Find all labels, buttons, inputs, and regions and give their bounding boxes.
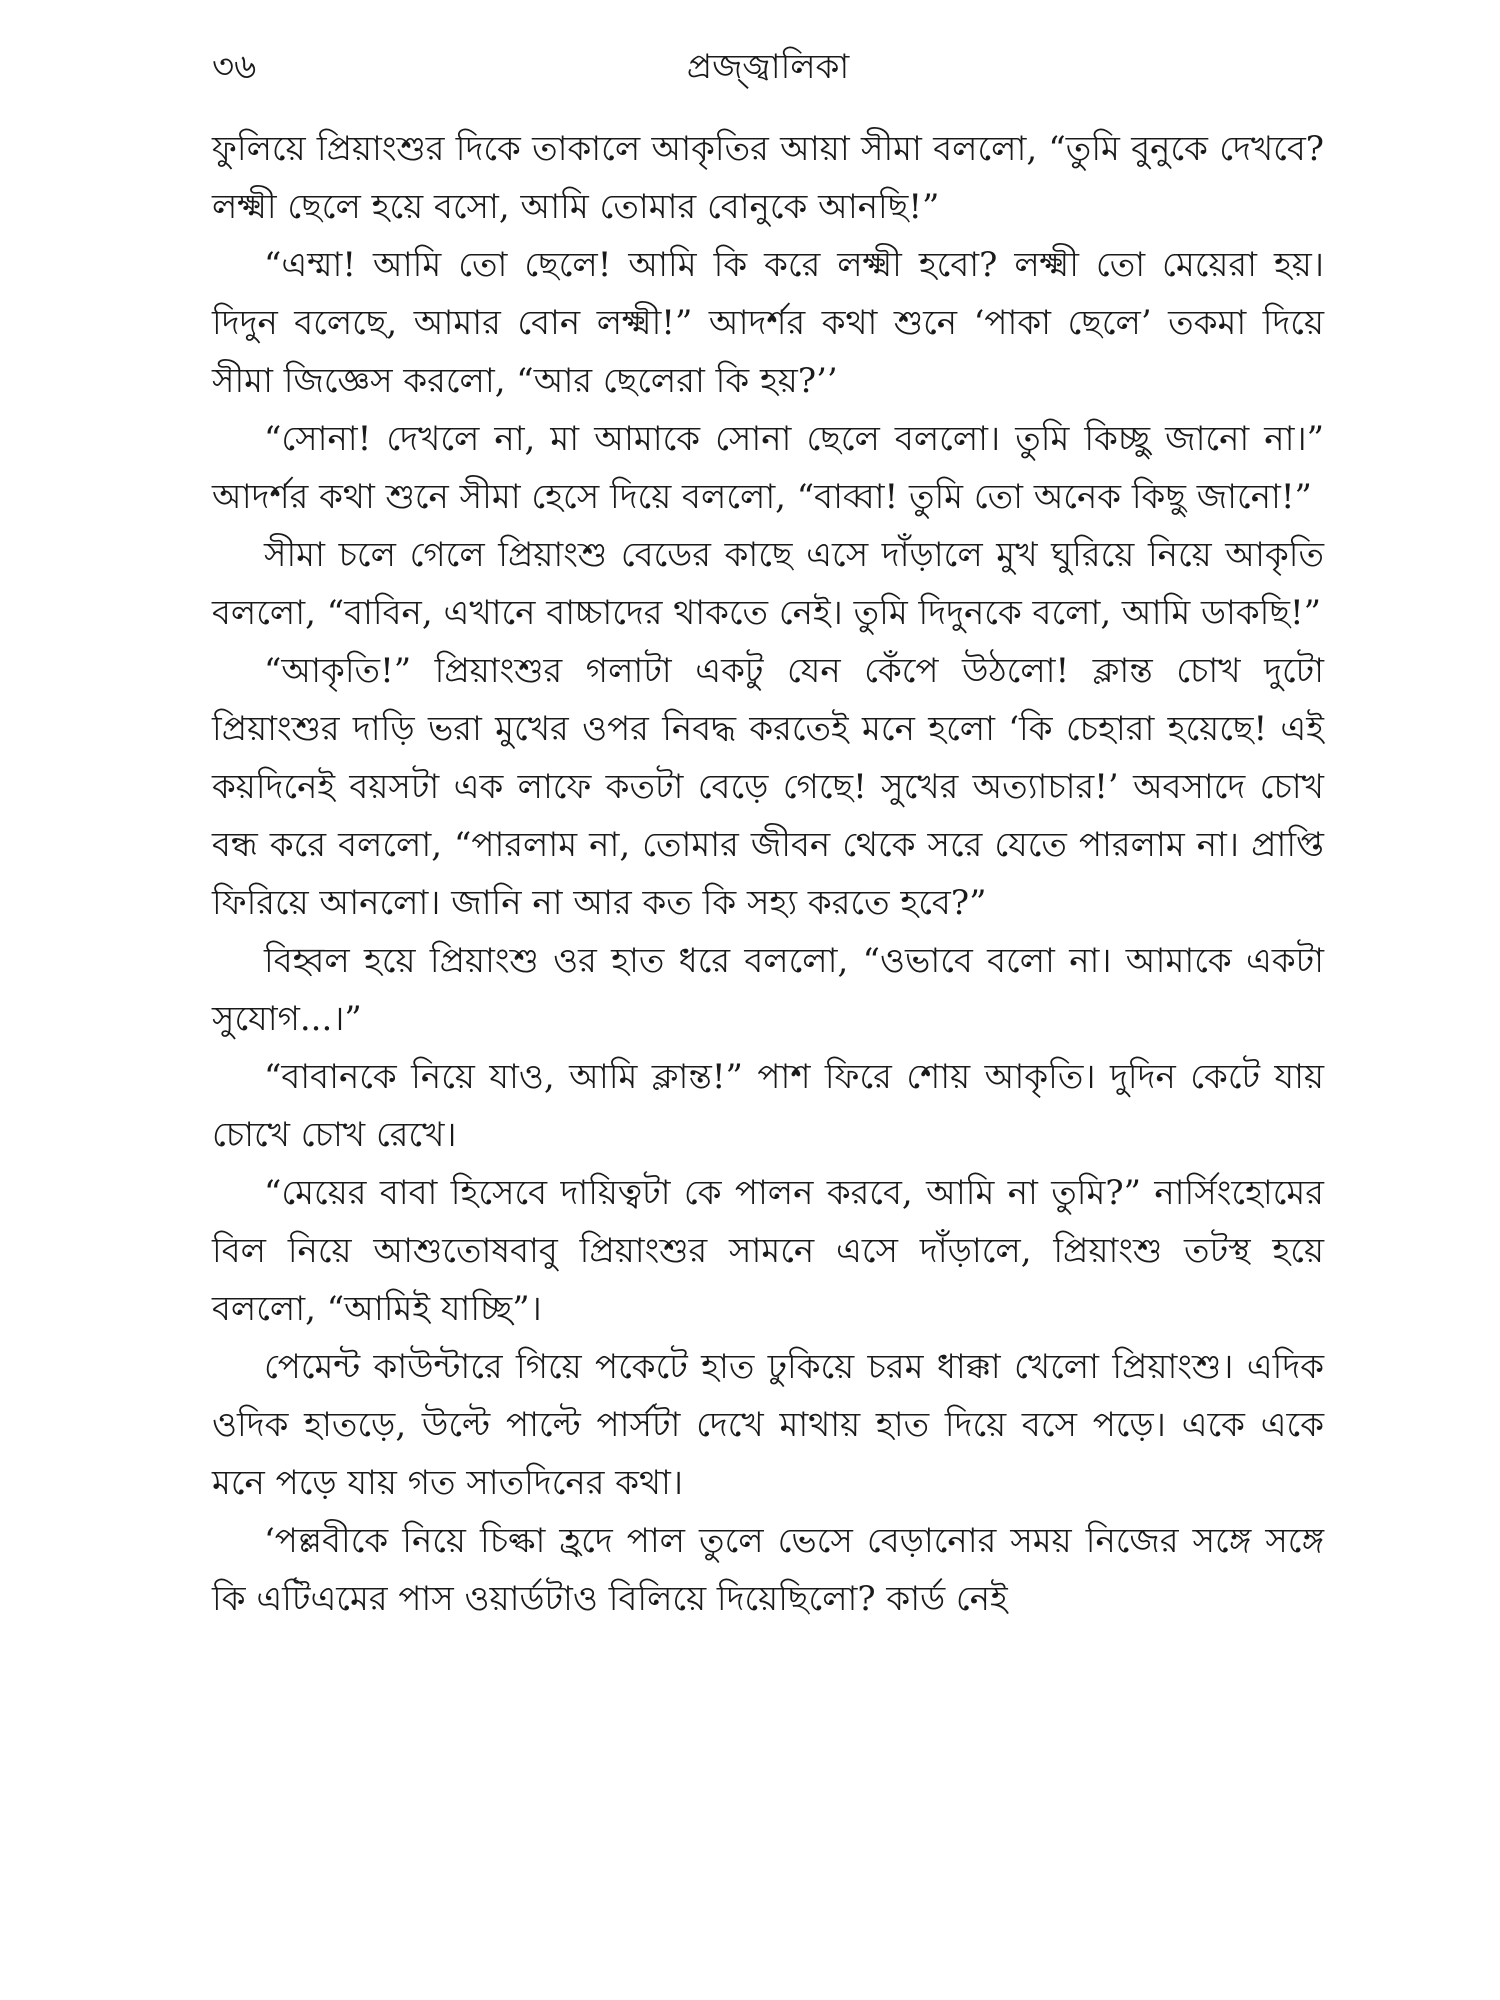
paragraph-continuation: ফুলিয়ে প্রিয়াংশুর দিকে তাকালে আকৃতির আয়া সীমা বললো, “তুমি বুনুকে দেখবে? লক্ষ্মী ছেলে হয়ে বসো, আমি তোমার বোনুকে আনছি!” [212,129,1324,227]
paragraph: বিহ্বল হয়ে প্রিয়াংশু ওর হাত ধরে বললো, “ওভাবে বলো না। আমাকে একটা সুযোগ...।” [212,941,1324,1039]
paragraph: “এম্মা! আমি তো ছেলে! আমি কি করে লক্ষ্মী হবো? লক্ষ্মী তো মেয়েরা হয়। দিদুন বলেছে, আমার বোন লক্ষ্মী!” আদর্শর কথা শুনে ‘পাকা ছেলে’ তকমা দিয়ে সীমা জিজ্ঞেস করলো, “আর ছেলেরা কি হয়?’’ [212,245,1324,401]
body-text [212,120,1324,1628]
paragraph: “মেয়ের বাবা হিসেবে দায়িত্বটা কে পালন করবে, আমি না তুমি?” নার্সিংহোমের বিল নিয়ে আশুতোষবাবু প্রিয়াংশুর সামনে এসে দাঁড়ালে, প্রিয়াংশু তটস্থ হয়ে বললো, “আমিই যাচ্ছি”। [212,1173,1324,1329]
page-number: ৩৬ [212,47,257,87]
book-title: প্রজ্জ্বালিকা [686,47,850,87]
paragraph: “সোনা! দেখলে না, মা আমাকে সোনা ছেলে বললো। তুমি কিচ্ছু জানো না।” আদর্শর কথা শুনে সীমা হেসে দিয়ে বললো, “বাব্বা! তুমি তো অনেক কিছু জানো!” [212,419,1324,517]
paragraph: সীমা চলে গেলে প্রিয়াংশু বেডের কাছে এসে দাঁড়ালে মুখ ঘুরিয়ে নিয়ে আকৃতি বললো, “বাবিন, এখানে বাচ্চাদের থাকতে নেই। তুমি দিদুনকে বলো, আমি ডাকছি!” [212,535,1324,633]
paragraph: ‘পল্লবীকে নিয়ে চিল্কা হ্রদে পাল তুলে ভেসে বেড়ানোর সময় নিজের সঙ্গে সঙ্গে কি এটিএমের পাস ওয়ার্ডটাও বিলিয়ে দিয়েছিলো? কার্ড নেই [212,1521,1324,1619]
paragraph: পেমেন্ট কাউন্টারে গিয়ে পকেটে হাত ঢুকিয়ে চরম ধাক্কা খেলো প্রিয়াংশু। এদিক ওদিক হাতড়ে, উল্টে পাল্টে পার্সটা দেখে মাথায় হাত দিয়ে বসে পড়ে। একে একে মনে পড়ে যায় গত সাতদিনের কথা। [212,1347,1324,1503]
paragraph: “বাবানকে নিয়ে যাও, আমি ক্লান্ত!” পাশ ফিরে শোয় আকৃতি। দুদিন কেটে যায় চোখে চোখ রেখে। [212,1057,1324,1155]
paragraph: “আকৃতি!” প্রিয়াংশুর গলাটা একটু যেন কেঁপে উঠলো! ক্লান্ত চোখ দুটো প্রিয়াংশুর দাড়ি ভরা মুখের ওপর নিবদ্ধ করতেই মনে হলো ‘কি চেহারা হয়েছে! এই কয়দিনেই বয়সটা এক লাফে কতটা বেড়ে গেছে! সুখের অত্যাচার!’ অবসাদে চোখ বন্ধ করে বললো, “পারলাম না, তোমার জীবন থেকে সরে যেতে পারলাম না। প্রাপ্তি ফিরিয়ে আনলো। জানি না আর কত কি সহ্য করতে হবে?” [212,651,1324,923]
running-head [212,42,1324,92]
